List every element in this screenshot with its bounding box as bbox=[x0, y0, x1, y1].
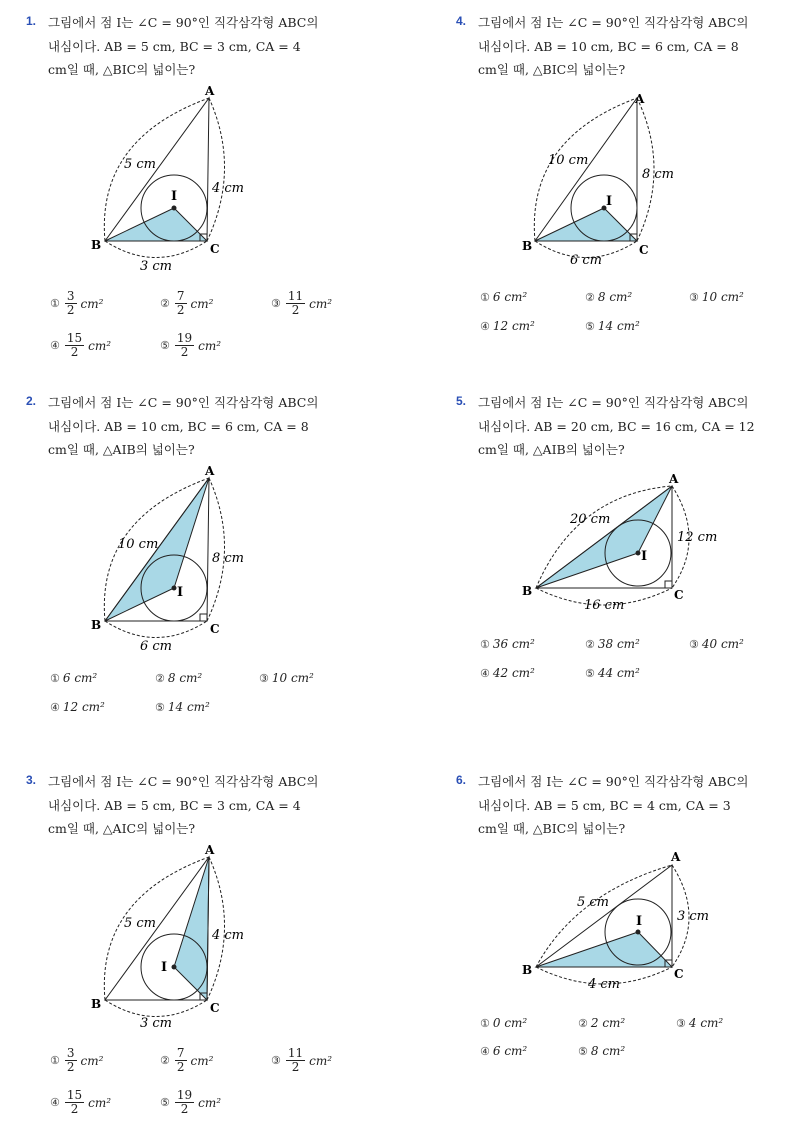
option-2[interactable] bbox=[155, 671, 202, 685]
fraction bbox=[175, 290, 187, 317]
denominator: 2 bbox=[291, 303, 300, 317]
option-5[interactable] bbox=[585, 666, 640, 680]
numerator: 15 bbox=[66, 1088, 83, 1102]
label-ab: 10 cm bbox=[118, 537, 159, 552]
option-value: 44 cm² bbox=[597, 666, 640, 680]
label-i: I bbox=[641, 549, 648, 564]
option-4[interactable] bbox=[50, 700, 105, 714]
label-b: B bbox=[522, 239, 533, 253]
question-6 bbox=[456, 773, 790, 1073]
option-5[interactable] bbox=[585, 319, 640, 333]
option-value: 42 cm² bbox=[492, 666, 535, 680]
label-b: B bbox=[522, 584, 533, 598]
option-mark: ② bbox=[578, 1016, 588, 1030]
label-a: A bbox=[669, 472, 679, 486]
triangle-figure bbox=[506, 464, 746, 624]
option-mark: ③ bbox=[689, 637, 699, 651]
question-text-line-1: 그림에서 점 I는 ∠C = 90°인 직각삼각형 ABC의 bbox=[48, 774, 319, 789]
option-value: 40 cm² bbox=[701, 637, 744, 651]
arc-bc bbox=[105, 1000, 207, 1017]
denominator: 2 bbox=[176, 1060, 185, 1074]
option-4[interactable] bbox=[480, 1044, 527, 1058]
label-i: I bbox=[177, 585, 184, 600]
label-ca: 4 cm bbox=[212, 928, 245, 943]
fraction bbox=[175, 1089, 194, 1116]
option-mark: ⑤ bbox=[585, 666, 595, 680]
option-mark: ⑤ bbox=[578, 1044, 588, 1058]
option-mark: ④ bbox=[50, 700, 60, 714]
right-angle-mark bbox=[200, 614, 207, 621]
fraction bbox=[65, 290, 77, 317]
label-ab: 20 cm bbox=[570, 512, 611, 527]
label-b: B bbox=[91, 618, 102, 632]
unit: cm² bbox=[190, 296, 214, 311]
option-value: 4 cm² bbox=[688, 1016, 724, 1030]
question-number: 3. bbox=[26, 773, 37, 787]
fraction bbox=[286, 1047, 305, 1074]
option-mark: ① bbox=[50, 671, 60, 685]
triangle-abc bbox=[536, 486, 672, 588]
option-2[interactable] bbox=[160, 1047, 213, 1074]
question-text-line-2: 내심이다. AB = 5 cm, BC = 3 cm, CA = 4 bbox=[48, 798, 301, 813]
question-text-line-2: 내심이다. AB = 5 cm, BC = 4 cm, CA = 3 bbox=[478, 798, 731, 813]
label-bc: 6 cm bbox=[570, 253, 603, 268]
option-value: 8 cm² bbox=[167, 671, 203, 685]
label-ab: 5 cm bbox=[124, 157, 157, 172]
option-value: 36 cm² bbox=[492, 637, 535, 651]
fraction bbox=[65, 332, 84, 359]
option-mark: ③ bbox=[271, 1054, 281, 1067]
denominator: 2 bbox=[66, 1060, 75, 1074]
arc-bc bbox=[105, 621, 207, 638]
label-c: C bbox=[210, 1001, 220, 1015]
option-mark: ② bbox=[155, 671, 165, 685]
triangle-figure bbox=[76, 464, 296, 659]
option-mark: ③ bbox=[271, 297, 281, 310]
label-c: C bbox=[674, 588, 684, 602]
option-3[interactable] bbox=[271, 1047, 332, 1074]
incenter-dot bbox=[172, 206, 177, 211]
fraction bbox=[175, 1047, 187, 1074]
unit: cm² bbox=[80, 1053, 104, 1068]
fraction bbox=[65, 1047, 77, 1074]
fraction bbox=[175, 332, 194, 359]
fraction bbox=[286, 290, 305, 317]
option-mark: ⑤ bbox=[160, 1096, 170, 1109]
numerator: 15 bbox=[66, 331, 83, 345]
label-ca: 12 cm bbox=[677, 530, 718, 545]
option-value: 14 cm² bbox=[167, 700, 210, 714]
question-text-line-3: cm일 때, △AIB의 넓이는? bbox=[478, 442, 625, 457]
option-mark: ② bbox=[160, 297, 170, 310]
option-mark: ③ bbox=[259, 671, 269, 685]
option-mark: ② bbox=[585, 290, 595, 304]
question-4 bbox=[456, 14, 790, 354]
arc-bc bbox=[105, 241, 207, 258]
option-mark: ① bbox=[480, 1016, 490, 1030]
option-value: 8 cm² bbox=[597, 290, 633, 304]
question-text-line-1: 그림에서 점 I는 ∠C = 90°인 직각삼각형 ABC의 bbox=[478, 395, 749, 410]
incenter-dot bbox=[636, 930, 641, 935]
option-2[interactable] bbox=[585, 637, 640, 651]
denominator: 2 bbox=[180, 345, 189, 359]
option-2[interactable] bbox=[578, 1016, 625, 1030]
label-c: C bbox=[210, 622, 220, 636]
question-text-line-3: cm일 때, △BIC의 넓이는? bbox=[48, 62, 196, 77]
option-value: 38 cm² bbox=[597, 637, 640, 651]
question-text-line-2: 내심이다. AB = 10 cm, BC = 6 cm, CA = 8 bbox=[478, 39, 739, 54]
option-value: 12 cm² bbox=[62, 700, 105, 714]
question-text-line-2: 내심이다. AB = 10 cm, BC = 6 cm, CA = 8 bbox=[48, 419, 309, 434]
label-a: A bbox=[205, 843, 215, 857]
label-ab: 5 cm bbox=[124, 916, 157, 931]
option-5[interactable] bbox=[160, 332, 221, 359]
question-5 bbox=[456, 394, 790, 694]
label-b: B bbox=[91, 238, 102, 252]
unit: cm² bbox=[190, 1053, 214, 1068]
unit: cm² bbox=[309, 1053, 333, 1068]
option-3[interactable] bbox=[259, 671, 314, 685]
numerator: 19 bbox=[176, 1088, 193, 1102]
numerator: 19 bbox=[176, 331, 193, 345]
option-3[interactable] bbox=[689, 290, 744, 304]
label-i: I bbox=[171, 189, 178, 204]
option-value: 2 cm² bbox=[590, 1016, 626, 1030]
question-text-line-1: 그림에서 점 I는 ∠C = 90°인 직각삼각형 ABC의 bbox=[48, 15, 319, 30]
unit: cm² bbox=[80, 296, 104, 311]
label-ca: 8 cm bbox=[642, 167, 675, 182]
label-i: I bbox=[636, 914, 643, 929]
option-4[interactable] bbox=[50, 1089, 111, 1116]
label-b: B bbox=[91, 997, 102, 1011]
label-b: B bbox=[522, 963, 533, 977]
label-c: C bbox=[210, 242, 220, 256]
numerator: 11 bbox=[287, 1046, 304, 1060]
fraction bbox=[65, 1089, 84, 1116]
option-1[interactable] bbox=[50, 671, 97, 685]
arc-ca bbox=[207, 478, 225, 621]
question-text-line-2: 내심이다. AB = 20 cm, BC = 16 cm, CA = 12 bbox=[478, 419, 755, 434]
question-3 bbox=[26, 773, 366, 1133]
option-mark: ① bbox=[480, 637, 490, 651]
option-mark: ⑤ bbox=[160, 339, 170, 352]
numerator: 7 bbox=[176, 289, 185, 303]
question-2 bbox=[26, 394, 366, 724]
option-mark: ④ bbox=[50, 339, 60, 352]
question-text-line-3: cm일 때, △AIB의 넓이는? bbox=[48, 442, 195, 457]
option-3[interactable] bbox=[271, 290, 332, 317]
denominator: 2 bbox=[291, 1060, 300, 1074]
question-1 bbox=[26, 14, 366, 374]
label-a: A bbox=[205, 464, 215, 478]
unit: cm² bbox=[88, 338, 112, 353]
option-3[interactable] bbox=[676, 1016, 723, 1030]
option-value: 6 cm² bbox=[492, 1044, 528, 1058]
label-a: A bbox=[205, 84, 215, 98]
option-2[interactable] bbox=[160, 290, 213, 317]
option-mark: ⑤ bbox=[585, 319, 595, 333]
question-number: 1. bbox=[26, 14, 37, 28]
question-number: 6. bbox=[456, 773, 467, 787]
incenter-dot bbox=[636, 551, 641, 556]
numerator: 3 bbox=[66, 1046, 75, 1060]
option-4[interactable] bbox=[480, 319, 535, 333]
unit: cm² bbox=[198, 1095, 222, 1110]
option-1[interactable] bbox=[50, 290, 103, 317]
option-4[interactable] bbox=[50, 332, 111, 359]
label-bc: 4 cm bbox=[588, 977, 621, 992]
option-4[interactable] bbox=[480, 666, 535, 680]
option-value: 6 cm² bbox=[492, 290, 528, 304]
option-value: 10 cm² bbox=[271, 671, 314, 685]
label-ca: 3 cm bbox=[677, 909, 710, 924]
question-text-line-3: cm일 때, △AIC의 넓이는? bbox=[48, 821, 196, 836]
question-number: 2. bbox=[26, 394, 37, 408]
option-mark: ② bbox=[160, 1054, 170, 1067]
label-bc: 6 cm bbox=[140, 639, 173, 654]
option-mark: ④ bbox=[480, 666, 490, 680]
incenter-dot bbox=[172, 965, 177, 970]
numerator: 3 bbox=[66, 289, 75, 303]
label-ca: 4 cm bbox=[212, 181, 245, 196]
label-ab: 10 cm bbox=[548, 153, 589, 168]
denominator: 2 bbox=[180, 1102, 189, 1116]
question-number: 5. bbox=[456, 394, 467, 408]
option-5[interactable] bbox=[578, 1044, 625, 1058]
numerator: 7 bbox=[176, 1046, 185, 1060]
denominator: 2 bbox=[70, 345, 79, 359]
option-mark: ③ bbox=[689, 290, 699, 304]
triangle-figure bbox=[506, 843, 746, 1003]
option-mark: ④ bbox=[480, 1044, 490, 1058]
right-angle-mark bbox=[665, 581, 672, 588]
numerator: 11 bbox=[287, 289, 304, 303]
option-value: 6 cm² bbox=[62, 671, 98, 685]
label-ca: 8 cm bbox=[212, 551, 245, 566]
triangle-figure bbox=[76, 843, 296, 1038]
label-bc: 16 cm bbox=[584, 598, 625, 613]
option-1[interactable] bbox=[480, 637, 535, 651]
triangle-figure bbox=[506, 84, 726, 279]
option-value: 8 cm² bbox=[590, 1044, 626, 1058]
option-mark: ③ bbox=[676, 1016, 686, 1030]
option-1[interactable] bbox=[50, 1047, 103, 1074]
label-bc: 3 cm bbox=[140, 259, 173, 274]
option-value: 12 cm² bbox=[492, 319, 535, 333]
label-bc: 3 cm bbox=[140, 1016, 173, 1031]
label-ab: 5 cm bbox=[577, 895, 610, 910]
label-i: I bbox=[161, 960, 168, 975]
question-number: 4. bbox=[456, 14, 467, 28]
unit: cm² bbox=[88, 1095, 112, 1110]
label-i: I bbox=[606, 194, 613, 209]
option-mark: ① bbox=[480, 290, 490, 304]
option-value: 10 cm² bbox=[701, 290, 744, 304]
option-1[interactable] bbox=[480, 290, 527, 304]
question-text-line-1: 그림에서 점 I는 ∠C = 90°인 직각삼각형 ABC의 bbox=[48, 395, 319, 410]
option-mark: ① bbox=[50, 297, 60, 310]
unit: cm² bbox=[198, 338, 222, 353]
arc-ca bbox=[207, 98, 225, 241]
label-c: C bbox=[674, 967, 684, 981]
question-text-line-2: 내심이다. AB = 5 cm, BC = 3 cm, CA = 4 bbox=[48, 39, 301, 54]
question-text-line-3: cm일 때, △BIC의 넓이는? bbox=[478, 821, 626, 836]
option-mark: ② bbox=[585, 637, 595, 651]
option-5[interactable] bbox=[155, 700, 210, 714]
option-mark: ④ bbox=[480, 319, 490, 333]
option-value: 0 cm² bbox=[492, 1016, 528, 1030]
question-text-line-3: cm일 때, △BIC의 넓이는? bbox=[478, 62, 626, 77]
option-mark: ⑤ bbox=[155, 700, 165, 714]
option-mark: ④ bbox=[50, 1096, 60, 1109]
option-5[interactable] bbox=[160, 1089, 221, 1116]
triangle-figure bbox=[76, 84, 296, 279]
option-mark: ① bbox=[50, 1054, 60, 1067]
denominator: 2 bbox=[70, 1102, 79, 1116]
denominator: 2 bbox=[176, 303, 185, 317]
option-2[interactable] bbox=[585, 290, 632, 304]
label-a: A bbox=[635, 92, 645, 106]
label-a: A bbox=[671, 850, 681, 864]
label-c: C bbox=[639, 243, 649, 257]
question-text-line-1: 그림에서 점 I는 ∠C = 90°인 직각삼각형 ABC의 bbox=[478, 15, 749, 30]
option-1[interactable] bbox=[480, 1016, 527, 1030]
shaded-triangle-aic bbox=[174, 857, 209, 1000]
incenter-dot bbox=[172, 586, 177, 591]
unit: cm² bbox=[309, 296, 333, 311]
option-value: 14 cm² bbox=[597, 319, 640, 333]
denominator: 2 bbox=[66, 303, 75, 317]
option-3[interactable] bbox=[689, 637, 744, 651]
question-text-line-1: 그림에서 점 I는 ∠C = 90°인 직각삼각형 ABC의 bbox=[478, 774, 749, 789]
